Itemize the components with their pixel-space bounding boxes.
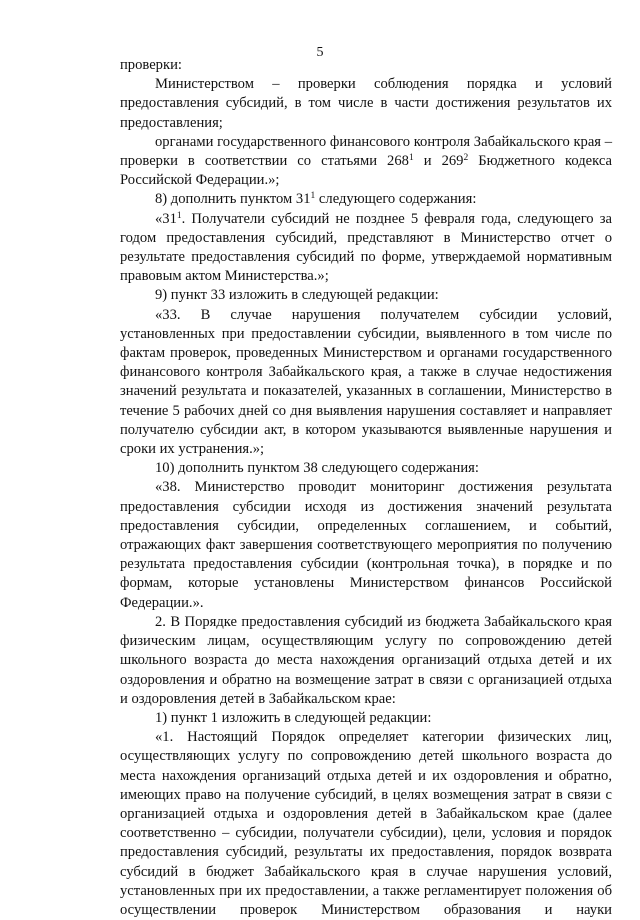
paragraph-item-1: 1) пункт 1 изложить в следующей редакции: xyxy=(155,709,432,726)
paragraph-intro: проверки: xyxy=(120,57,182,73)
paragraph-clause-31-1: «$31^1$. Получатели субсидий не позднее 5 февраля года, следующего за годом предоставления субсидий, представляют в Министерство отчет о результате предоставления субсидий по форме, утверждаемой нормативным правовым актом Министерства.»; xyxy=(120,210,612,285)
paragraph-clause-38: «38. Министерство проводит мониторинг достижения результата предоставления субсидии исходя из достижения значений результата предоставления субсидии, определенных соглашением, и событий, отражающих факт завершения соответствующего мероприятия по получению результата предоставления субсидии (контрольная точка), в порядке и по формам, которые установлены Министерством финансов Российской Федерации.». xyxy=(120,479,612,611)
paragraph-finance-control: органами государственного финансового контроля Забайкальского края – проверки в соответствии со статьями $268^1$ и $269^2$ Бюджетного кодекса Российской Федерации.»; xyxy=(120,133,612,189)
document-body xyxy=(120,56,612,920)
paragraph-section-2: 2. В Порядке предоставления субсидий из бюджета Забайкальского края физическим лицам, осуществляющим услугу по сопровождению детей школьного возраста до места нахождения организаций отдыха детей и их оздоровления и обратно на возмещение затрат в связи с организацией отдыха и оздоровления детей в Забайкальском крае: xyxy=(120,613,612,707)
paragraph-ministry-checks: Министерством – проверки соблюдения порядка и условий предоставления субсидий, в том числе в части достижения результатов их предоставления; xyxy=(120,76,612,131)
paragraph-clause-1: «1. Настоящий Порядок определяет категории физических лиц, осуществляющих услугу по сопровождению детей школьного возраста до места нахождения организаций отдыха детей и их оздоровления и обратно, имеющих право на получение субсидий, в целях возмещения затрат в связи с организацией отдыха и оздоровления детей в Забайкальском крае (далее соответственно – субсидии, получатели субсидии), цели, условия и порядок предоставления субсидий, результаты их предоставления, порядок возврата субсидий в бюджет Забайкальского края в случае нарушения условий, установленных при их предоставлении, а также регламентирует положения об осуществлении проверок Министерством образования и науки xyxy=(120,729,612,918)
paragraph-item-9: 9) пункт 33 изложить в следующей редакции: xyxy=(155,287,439,304)
paragraph-clause-33: «33. В случае нарушения получателем субсидии условий, установленных при предоставлении субсидии, выявленного в том числе по фактам проверок, проведенных Министерством и органами государственного финансового контроля Забайкальского края, а также в случае недостижения значений результата и показателей, указанных в соглашении, Министерство в течение 5 рабочих дней со дня выявления нарушения составляет и направляет получателю субсидии акт, в котором указываются выявленные нарушения и сроки их устранения.»; xyxy=(120,306,612,458)
paragraph-item-10: 10) дополнить пунктом 38 следующего содержания: xyxy=(155,460,479,477)
page-number: 5 xyxy=(316,45,324,60)
paragraph-item-8: 8) дополнить пунктом $31^1$ следующего содержания: xyxy=(155,191,477,208)
